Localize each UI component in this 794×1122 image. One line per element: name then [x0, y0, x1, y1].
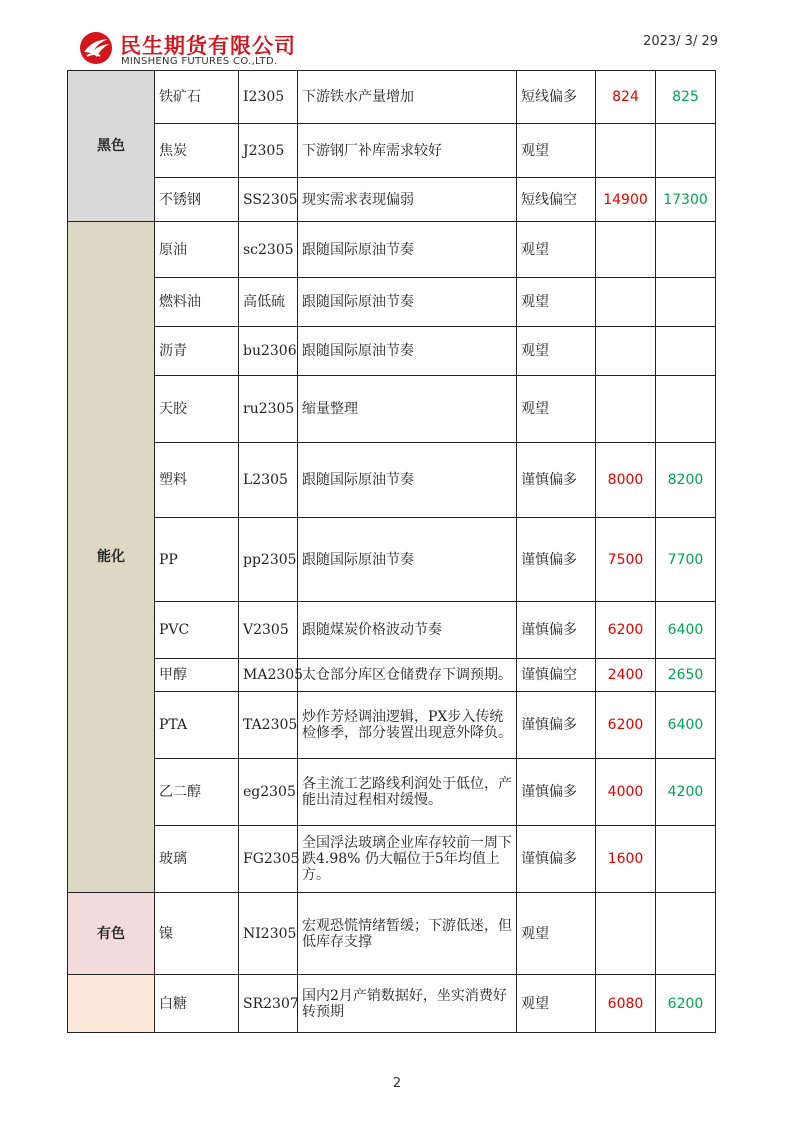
price-high: 2650: [656, 659, 716, 692]
price-high: [656, 826, 716, 893]
table-row: [68, 278, 716, 327]
contract-code: NI2305: [239, 893, 298, 975]
commodity-name: 不锈钢: [155, 178, 239, 222]
view-text: 观望: [517, 893, 596, 975]
table-row: [68, 327, 716, 376]
table-row: [68, 376, 716, 443]
commodity-name: PVC: [155, 602, 239, 659]
logic-text: 跟随国际原油节奏: [298, 518, 517, 602]
contract-code: MA2305: [239, 659, 298, 692]
price-low: [596, 278, 656, 327]
contract-code: J2305: [239, 124, 298, 178]
company-name-cn: 民生期货有限公司: [120, 34, 296, 58]
view-text: 谨慎偏多: [517, 759, 596, 826]
logic-text: 全国浮法玻璃企业库存较前一周下跌4.98% 仍大幅位于5年均值上方。: [298, 826, 517, 893]
table-row: [68, 518, 716, 602]
contract-code: SR2307: [239, 975, 298, 1033]
category-cell-agri: [68, 975, 155, 1033]
view-text: 观望: [517, 222, 596, 278]
view-text: 观望: [517, 124, 596, 178]
category-cell-energy: 能化: [68, 222, 155, 893]
contract-code: TA2305: [239, 692, 298, 759]
logic-text: 跟随国际原油节奏: [298, 443, 517, 518]
minsheng-logo-icon: [78, 30, 114, 66]
price-high: 825: [656, 71, 716, 124]
table-row: [68, 222, 716, 278]
commodity-name: 原油: [155, 222, 239, 278]
view-text: 短线偏多: [517, 71, 596, 124]
commodity-name: PTA: [155, 692, 239, 759]
contract-code: 高低硫: [239, 278, 298, 327]
logic-text: 缩量整理: [298, 376, 517, 443]
price-high: 8200: [656, 443, 716, 518]
table-row: [68, 443, 716, 518]
contract-code: sc2305: [239, 222, 298, 278]
strategy-table: [67, 70, 716, 1033]
price-low: 824: [596, 71, 656, 124]
view-text: 观望: [517, 278, 596, 327]
logic-text: 跟随煤炭价格波动节奏: [298, 602, 517, 659]
price-low: [596, 222, 656, 278]
price-low: [596, 376, 656, 443]
view-text: 观望: [517, 327, 596, 376]
category-cell-black: 黑色: [68, 71, 155, 222]
commodity-name: 白糖: [155, 975, 239, 1033]
contract-code: ru2305: [239, 376, 298, 443]
logic-text: 跟随国际原油节奏: [298, 222, 517, 278]
price-high: 6400: [656, 692, 716, 759]
price-low: 1600: [596, 826, 656, 893]
contract-code: SS2305: [239, 178, 298, 222]
price-high: 7700: [656, 518, 716, 602]
price-high: [656, 327, 716, 376]
price-low: 6080: [596, 975, 656, 1033]
price-low: 4000: [596, 759, 656, 826]
contract-code: L2305: [239, 443, 298, 518]
price-high: [656, 222, 716, 278]
contract-code: eg2305: [239, 759, 298, 826]
price-high: 6200: [656, 975, 716, 1033]
price-low: 6200: [596, 692, 656, 759]
price-low: [596, 124, 656, 178]
table-row: [68, 71, 716, 124]
logic-text: 各主流工艺路线利润处于低位，产能出清过程相对缓慢。: [298, 759, 517, 826]
view-text: 谨慎偏多: [517, 826, 596, 893]
contract-code: pp2305: [239, 518, 298, 602]
category-cell-metal: 有色: [68, 893, 155, 975]
page-number: 2: [392, 1076, 402, 1091]
commodity-name: 塑料: [155, 443, 239, 518]
price-high: 6400: [656, 602, 716, 659]
commodity-name: 镍: [155, 893, 239, 975]
table-row: [68, 659, 716, 692]
price-low: 6200: [596, 602, 656, 659]
commodity-name: 甲醇: [155, 659, 239, 692]
contract-code: I2305: [239, 71, 298, 124]
view-text: 观望: [517, 975, 596, 1033]
table-row: [68, 124, 716, 178]
contract-code: V2305: [239, 602, 298, 659]
logic-text: 下游铁水产量增加: [298, 71, 517, 124]
view-text: 谨慎偏空: [517, 659, 596, 692]
table-row: [68, 893, 716, 975]
price-high: [656, 124, 716, 178]
logic-text: 国内2月产销数据好，坐实消费好转预期: [298, 975, 517, 1033]
logic-text: 下游钢厂补库需求较好: [298, 124, 517, 178]
table-row: [68, 759, 716, 826]
commodity-name: 沥青: [155, 327, 239, 376]
price-high: [656, 376, 716, 443]
price-high: [656, 893, 716, 975]
company-name-en: MINSHENG FUTURES CO.,LTD.: [121, 56, 278, 67]
price-high: 4200: [656, 759, 716, 826]
commodity-name: 天胶: [155, 376, 239, 443]
commodity-name: PP: [155, 518, 239, 602]
logic-text: 跟随国际原油节奏: [298, 278, 517, 327]
view-text: 谨慎偏多: [517, 443, 596, 518]
table-row: [68, 826, 716, 893]
commodity-name: 燃料油: [155, 278, 239, 327]
page-header: [0, 0, 794, 72]
price-low: 14900: [596, 178, 656, 222]
price-low: 2400: [596, 659, 656, 692]
logic-text: 太仓部分库区仓储费存下调预期。: [298, 659, 517, 692]
price-low: [596, 327, 656, 376]
commodity-name: 乙二醇: [155, 759, 239, 826]
table-row: [68, 602, 716, 659]
table-row: [68, 692, 716, 759]
view-text: 谨慎偏多: [517, 518, 596, 602]
logic-text: 现实需求表现偏弱: [298, 178, 517, 222]
logic-text: 炒作芳烃调油逻辑，PX步入传统检修季，部分装置出现意外降负。: [298, 692, 517, 759]
logic-text: 宏观恐慌情绪暂缓；下游低迷，但低库存支撑: [298, 893, 517, 975]
price-high: [656, 278, 716, 327]
contract-code: FG2305: [239, 826, 298, 893]
logic-text: 跟随国际原油节奏: [298, 327, 517, 376]
price-low: [596, 893, 656, 975]
commodity-name: 铁矿石: [155, 71, 239, 124]
commodity-name: 焦炭: [155, 124, 239, 178]
contract-code: bu2306: [239, 327, 298, 376]
price-high: 17300: [656, 178, 716, 222]
price-low: 7500: [596, 518, 656, 602]
table-row: [68, 178, 716, 222]
price-low: 8000: [596, 443, 656, 518]
view-text: 谨慎偏多: [517, 692, 596, 759]
view-text: 谨慎偏多: [517, 602, 596, 659]
commodity-name: 玻璃: [155, 826, 239, 893]
report-date: 2023/ 3/ 29: [643, 34, 718, 49]
view-text: 观望: [517, 376, 596, 443]
table-row: [68, 975, 716, 1033]
view-text: 短线偏空: [517, 178, 596, 222]
